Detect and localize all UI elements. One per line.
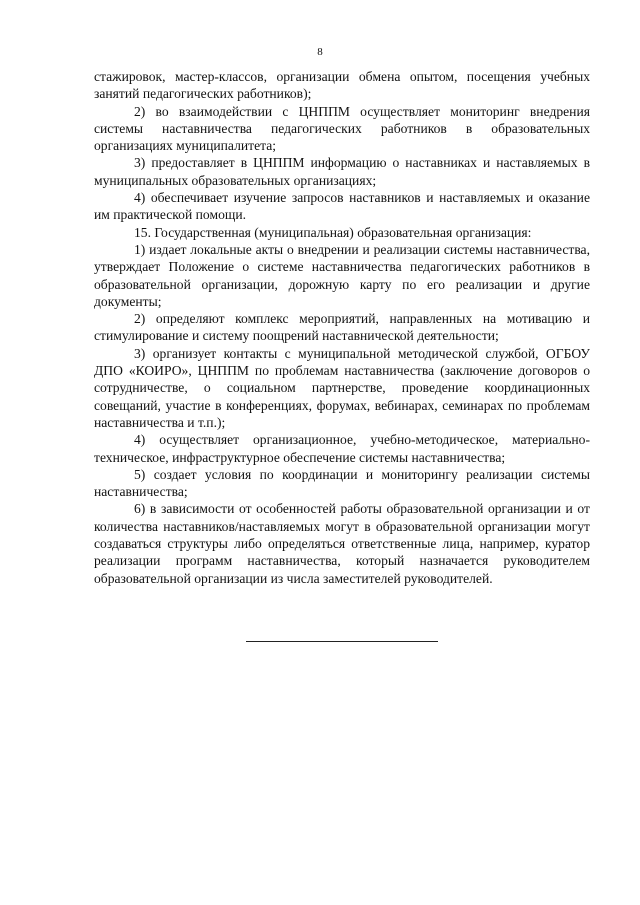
paragraph-15-item-3: 3) организует контакты с муниципальной методической службой, ОГБОУ ДПО «КОИРО», ЦНППМ по проблемам наставничества (заключение договоров о сотрудничестве, о социальном партнерстве, проведение координационных совещаний, участие в конференциях, форумах, вебинарах, семинарах по проблемам наставничества и т.п.); [94,345,590,430]
paragraph-15-item-4: 4) осуществляет организационное, учебно-методическое, материально-техническое, инфраструктурное обеспечение системы наставничества; [94,432,590,465]
paragraph-item-2-monitoring: 2) во взаимодействии с ЦНППМ осуществляет мониторинг внедрения системы наставничества педагогических работников в образовательных организациях муниципалитета; [94,103,590,154]
document-body [94,68,590,587]
page-number: 8 [317,46,323,58]
paragraph-continuation: стажировок, мастер-классов, организации обмена опытом, посещения учебных занятий педагогических работников); [94,69,590,102]
paragraph-section-15-heading: 15. Государственная (муниципальная) образовательная организация: [134,224,532,240]
paragraph-item-3-information: 3) предоставляет в ЦНППМ информацию о наставниках и наставляемых в муниципальных образовательных организациях; [94,155,590,188]
paragraph-15-item-6: 6) в зависимости от особенностей работы образовательной организации и от количества наставников/наставляемых могут в образовательной организации могут создаваться структуры либо определяться ответственные лица, например, куратор реализации программ наставничества, который назначается руководителем образовательной организации из числа заместителей руководителей. [94,501,590,586]
paragraph-15-item-2: 2) определяют комплекс мероприятий, направленных на мотивацию и стимулирование и систему поощрений наставнической деятельности; [94,311,590,344]
paragraph-15-item-1: 1) издает локальные акты о внедрении и реализации системы наставничества, утверждает Положение о системе наставничества педагогических работников в образовательной организации, дорожную карту по его реализации и другие документы; [94,241,590,309]
end-of-text-divider [246,641,438,642]
paragraph-item-4-requests: 4) обеспечивает изучение запросов наставников и наставляемых и оказание им практической помощи. [94,190,590,223]
paragraph-15-item-5: 5) создает условия по координации и мониторингу реализации системы наставничества; [94,466,590,500]
